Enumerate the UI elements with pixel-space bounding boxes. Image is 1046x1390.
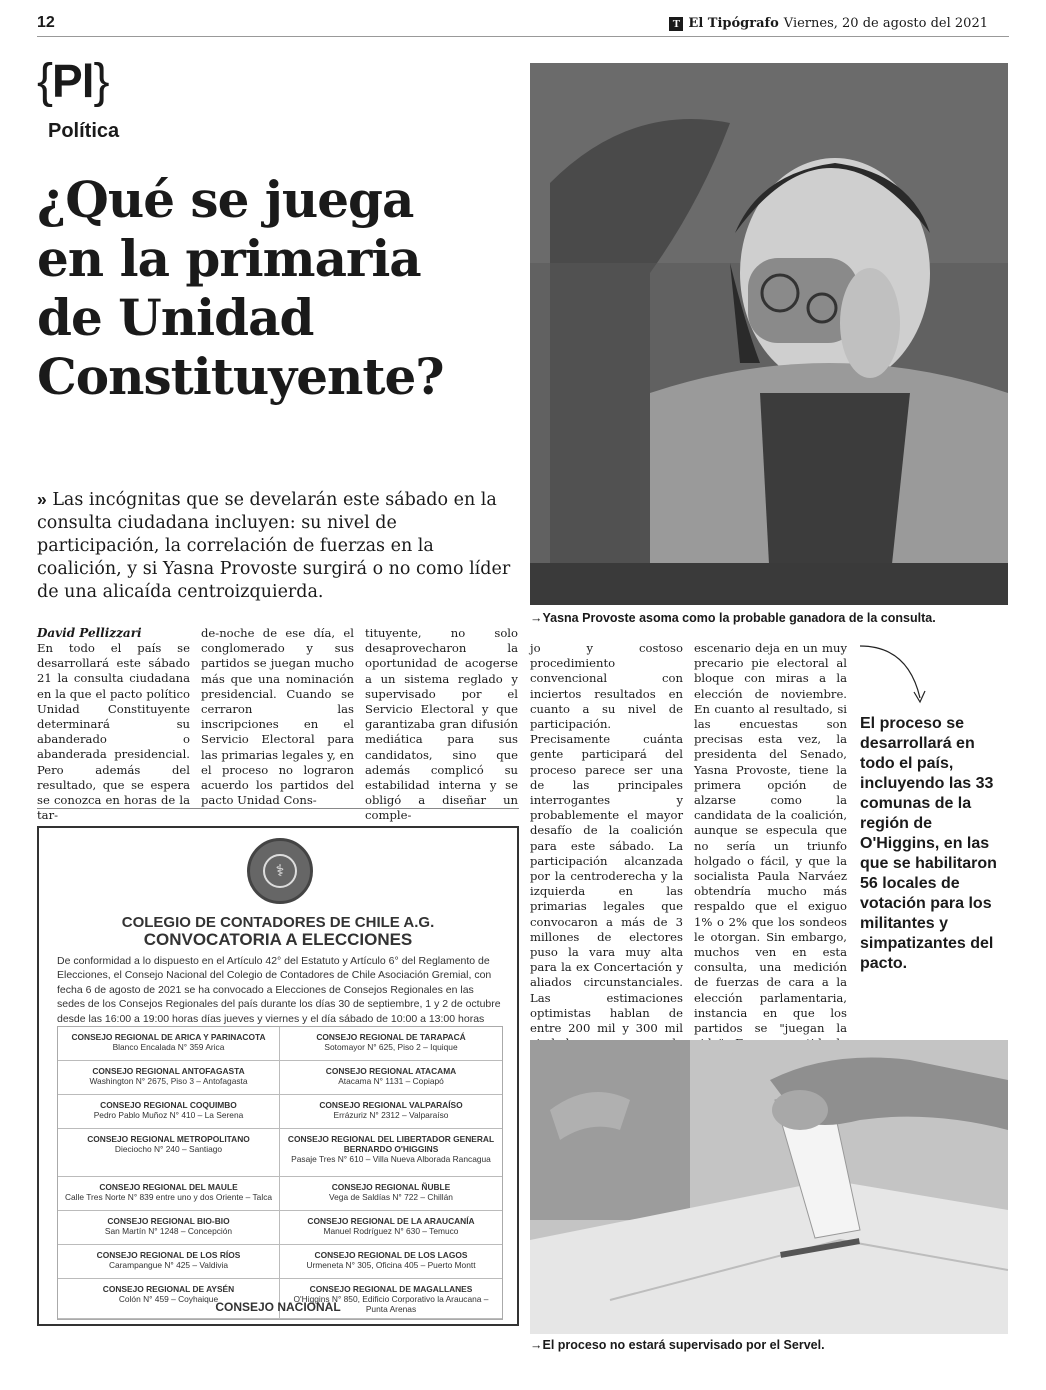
council-cell: CONSEJO REGIONAL BIO-BIO San Martín N° 1248 – Concepción <box>58 1211 280 1245</box>
curved-arrow-icon <box>858 642 938 708</box>
council-cell: CONSEJO REGIONAL ÑUBLE Vega de Saldías N° 722 – Chillán <box>280 1177 502 1211</box>
ad-title: CONVOCATORIA A ELECCIONES <box>143 930 413 949</box>
council-cell: CONSEJO REGIONAL DEL LIBERTADOR GENERAL BERNARDO O'HIGGINS Pasaje Tres N° 610 – Villa Nueva Alborada Rancagua <box>280 1129 502 1177</box>
deck-text: Las incógnitas que se develarán este sábado en la consulta ciudadana incluyen: su nivel de participación, la correlación de fuerzas en la coalición, y si Yasna Provoste surgirá o no como líder de una alicaída centroizquierda. <box>37 490 511 602</box>
photo-illustration <box>530 63 1008 605</box>
council-cell: CONSEJO REGIONAL COQUIMBO Pedro Pablo Muñoz N° 410 – La Serena <box>58 1095 280 1129</box>
ad-signature: CONSEJO NACIONAL <box>215 1300 341 1314</box>
pull-quote: El proceso se desarrollará en todo el país, incluyendo las 33 comunas de la región de O'Higgins, en las que se habilitaron 56 locales de votación para los militantes y simpatizantes del pacto. <box>860 715 997 972</box>
section-abbrev: Pl <box>52 55 94 107</box>
article-deck <box>37 488 517 604</box>
council-cell: CONSEJO REGIONAL ATACAMA Atacama N° 1131 – Copiapó <box>280 1061 502 1095</box>
photo-yasna-provoste <box>530 63 1008 605</box>
article-column-3: tituyente, no solo desaprovecharon la oportunidad de acogerse a un sistema reglado y supervisado por el Servicio Electoral y que garantizaba gran difusión mediática para sus candidatos, sino que además complicó su estabilidad interna y se obligó a diseñar un comple- <box>365 626 518 823</box>
council-cell: CONSEJO REGIONAL DE AYSÉN Colón N° 459 – Coyhaique <box>58 1279 280 1319</box>
ad-organization: COLEGIO DE CONTADORES DE CHILE A.G. <box>121 914 435 931</box>
section-name: Política <box>48 120 120 142</box>
article-column-1: En todo el país se desarrollará este sábado 21 la consulta ciudadana en la que el pacto político Unidad Constituyente determinará su abanderado o abanderada presidencial. Pero además del resultado, que se espera se conozca en horas de la tar- <box>37 641 190 823</box>
photo-caption-top: →Yasna Provoste asoma como la probable ganadora de la consulta. <box>530 611 936 625</box>
council-cell: CONSEJO REGIONAL DEL MAULE Calle Tres Norte N° 839 entre uno y dos Oriente – Talca <box>58 1177 280 1211</box>
caduceus-icon: ⚕ <box>263 854 297 888</box>
council-cell: CONSEJO REGIONAL DE MAGALLANES O'Higgins N° 850, Edificio Corporativo la Araucana – Punta Arenas <box>280 1279 502 1319</box>
header-divider <box>37 36 1009 37</box>
page-number: 12 <box>37 14 55 31</box>
council-cell: CONSEJO REGIONAL DE ARICA Y PARINACOTA Blanco Encalada N° 359 Arica <box>58 1027 280 1061</box>
photo-caption-bottom: →El proceso no estará supervisado por el Servel. <box>530 1338 825 1352</box>
ad-body-text: De conformidad a lo dispuesto en el Artículo 42° del Estatuto y Artículo 6° del Reglamento de Elecciones, el Consejo Nacional del Colegio de Contadores de Chile Asociación Gremial, con fecha 6 de agosto de 2021 se ha convocado a Elecciones de Consejos Regionales en las sedes de los Consejos Regionales del país durante los días 30 de septiembre, 1 y 2 de octubre desde las 16:00 a 19:00 horas días jueves y viernes y el día sábado de 10:00 a 13:00 horas <box>57 955 501 1025</box>
newspaper-name: El Tipógrafo <box>688 16 779 31</box>
council-cell: CONSEJO REGIONAL DE LOS LAGOS Urmeneta N° 305, Oficina 405 – Puerto Montt <box>280 1245 502 1279</box>
council-cell: CONSEJO REGIONAL DE LA ARAUCANÍA Manuel Rodríguez N° 630 – Temuco <box>280 1211 502 1245</box>
article-column-2: de-noche de ese día, el conglomerado y sus partidos se juegan mucho más que una nominación presidencial. Cuando se cerraron las inscripciones en el Servicio Electoral para las primarias legales y, en el proceso no lograron acuerdo los partidos del pacto Unidad Cons- <box>201 626 354 808</box>
council-cell: CONSEJO REGIONAL DE TARAPACÁ Sotomayor N° 625, Piso 2 – Iquique <box>280 1027 502 1061</box>
section-divider <box>37 808 519 809</box>
colegio-seal <box>247 838 313 904</box>
photo-illustration <box>530 1040 1008 1334</box>
newspaper-logo-icon: T <box>669 17 683 31</box>
headline: ¿Qué se juega en la primaria de Unidad Constituyente? <box>37 170 444 406</box>
masthead <box>669 16 988 31</box>
council-table <box>57 1026 503 1320</box>
election-notice-ad <box>37 826 519 1326</box>
council-cell: CONSEJO REGIONAL ANTOFAGASTA Washington N° 2675, Piso 3 – Antofagasta <box>58 1061 280 1095</box>
article-column-4: jo y costoso procedimiento convencional con inciertos resultados en cuanto a su nivel de participación. Precisamente cuánta gente participará del proceso parece ser una de las principales interrogantes y probablemente el mayor desafío de la coalición para este sábado. La participación alcanzada por la centroderecha y la izquierda en las primarias legales que convocaron a más de 3 millones de electores puso la vara muy alta para la ex Concertación y aliados circunstanciales. Las estimaciones optimistas hablan de entre 200 mil y 300 mil <box>530 641 683 1036</box>
council-cell: CONSEJO REGIONAL DE LOS RÍOS Carampangue N° 425 – Valdivia <box>58 1245 280 1279</box>
council-cell: CONSEJO REGIONAL VALPARAÍSO Errázuriz N° 2312 – Valparaíso <box>280 1095 502 1129</box>
byline: David Pellizzari <box>37 626 142 640</box>
deck-marker: » <box>37 489 47 509</box>
section-logo: {Pl} <box>37 55 109 108</box>
article-column-5: escenario deja en un muy precario pie electoral al bloque con miras a la elección de noviembre. En cuanto al resultado, si las encuestas son precisas esta vez, la presidenta del Senado, Yasna Provoste, tiene la primera opción de alzarse como la candidata de la coalición, aunque se especula que no sería un triunfo holgado o fácil, y que la socialista Paula Narváez obtendría mucho más respaldo que el exiguo 1% o 2% que los sondeos le otorgan. Sin embargo, muchos ven en esta consulta, una medición de fuerzas de cara a la elección parlamentaria, instancia en que los partidos se "juegan la <box>694 641 847 1036</box>
issue-date: Viernes, 20 de agosto del 2021 <box>783 16 988 31</box>
council-cell: CONSEJO REGIONAL METROPOLITANO Dieciocho N° 240 – Santiago <box>58 1129 280 1177</box>
photo-ballot-box <box>530 1040 1008 1334</box>
